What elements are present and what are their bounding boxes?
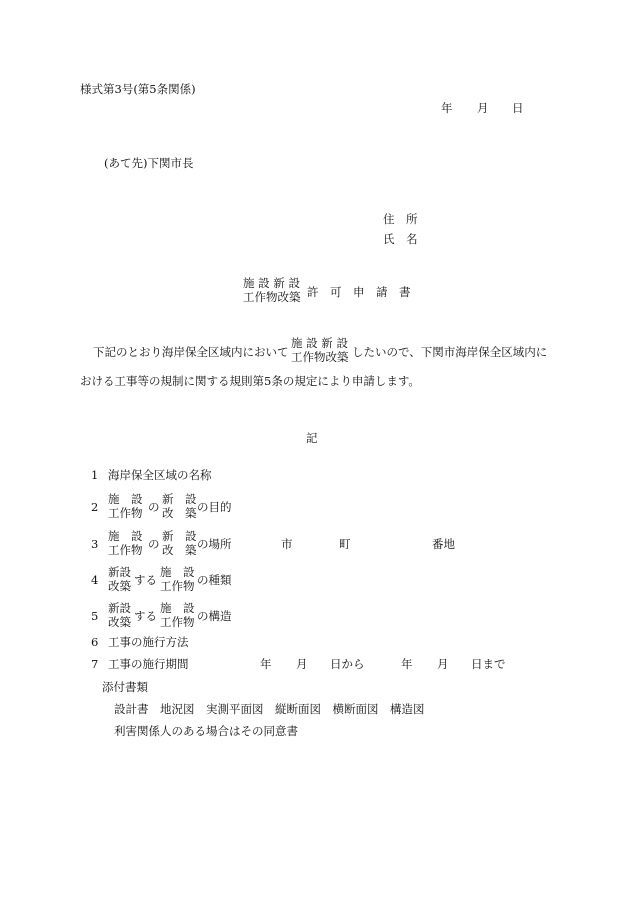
item-3-stack-a [108,529,143,557]
item-5-mid: する [134,609,157,623]
title-text: 許 可 申 請 書 [307,285,411,299]
intro-stack-bottom: 工作物改築 [291,350,349,364]
item-2-a-top: 施 設 [108,492,143,506]
item-4-tail: の種類 [197,573,232,587]
item-4-a-bottom: 改築 [108,579,131,593]
item-7-number: 7 [91,657,99,671]
item-3-city: 市 [281,537,293,551]
intro-stack-top: 施 設 新 設 [291,336,348,350]
item-3-b-top: 新 設 [162,529,197,543]
ki-heading: 記 [306,431,318,445]
item-7-end-month: 月 [437,657,449,671]
item-7-start-month: 月 [296,657,308,671]
intro-stack [291,336,349,364]
item-2-stack-a [108,492,143,520]
item-1-text: 海岸保全区域の名称 [108,468,212,482]
item-5-b-bottom: 工作物 [160,615,195,629]
item-4-mid: する [134,573,157,587]
title-stack [243,276,301,304]
item-4-a-top: 新設 [108,565,131,579]
item-3-b-bottom: 改 築 [162,543,197,557]
item-2-a-bottom: 工作物 [108,506,143,520]
item-3-tail: の場所 [197,537,232,551]
date-year-label: 年 [441,101,453,115]
applicant-address-label: 住 所 [383,212,418,226]
addressee: (あて先)下関市長 [104,156,194,170]
item-5-stack-a [108,601,131,629]
item-4-stack-b [160,565,195,593]
item-3-mid: の [148,537,160,551]
item-5-number: 5 [91,609,99,623]
item-6-text: 工事の施行方法 [108,635,189,649]
item-7-end-year: 年 [401,657,413,671]
title-stack-bottom: 工作物改築 [243,290,301,304]
date-day-label: 日 [512,101,524,115]
attachments-heading: 添付書類 [102,680,148,694]
attachments-line-2: 利害関係人のある場合はその同意書 [114,724,298,738]
applicant-name-label: 氏 名 [383,232,418,246]
item-7-end-day: 日まで [471,657,506,671]
item-5-b-top: 施 設 [160,601,195,615]
intro-line2: おける工事等の規制に関する規則第5条の規定により申請します。 [80,374,420,388]
attachments-line-1: 設計書 地況図 実測平面図 縦断面図 横断面図 構造図 [114,702,425,716]
form-number: 様式第3号(第5条関係) [80,82,196,96]
title-stack-top: 施 設 新 設 [243,276,300,290]
item-2-stack-b [162,492,197,520]
item-4-b-top: 施 設 [160,565,195,579]
item-6-number: 6 [91,635,99,649]
item-3-a-top: 施 設 [108,529,143,543]
item-3-town: 町 [339,537,351,551]
item-5-tail: の構造 [197,609,232,623]
item-2-number: 2 [91,500,99,514]
item-7-text: 工事の施行期間 [108,657,189,671]
item-4-stack-a [108,565,131,593]
item-3-a-bottom: 工作物 [108,543,143,557]
item-5-a-top: 新設 [108,601,131,615]
item-7-start-year: 年 [260,657,272,671]
item-3-number: 3 [91,537,99,551]
item-3-stack-b [162,529,197,557]
item-5-a-bottom: 改築 [108,615,131,629]
item-2-mid: の [148,500,160,514]
item-3-lot: 番地 [432,537,455,551]
item-1-number: 1 [91,468,99,482]
intro-line1-before: 下記のとおり海岸保全区域内において [93,345,289,359]
item-2-b-bottom: 改 築 [162,506,197,520]
item-2-b-top: 新 設 [162,492,197,506]
item-7-start-day: 日から [330,657,365,671]
intro-line1-after: したいので、下関市海岸保全区域内に [352,345,548,359]
item-2-tail: の目的 [197,500,232,514]
date-month-label: 月 [477,101,489,115]
item-5-stack-b [160,601,195,629]
item-4-number: 4 [91,573,99,587]
item-4-b-bottom: 工作物 [160,579,195,593]
